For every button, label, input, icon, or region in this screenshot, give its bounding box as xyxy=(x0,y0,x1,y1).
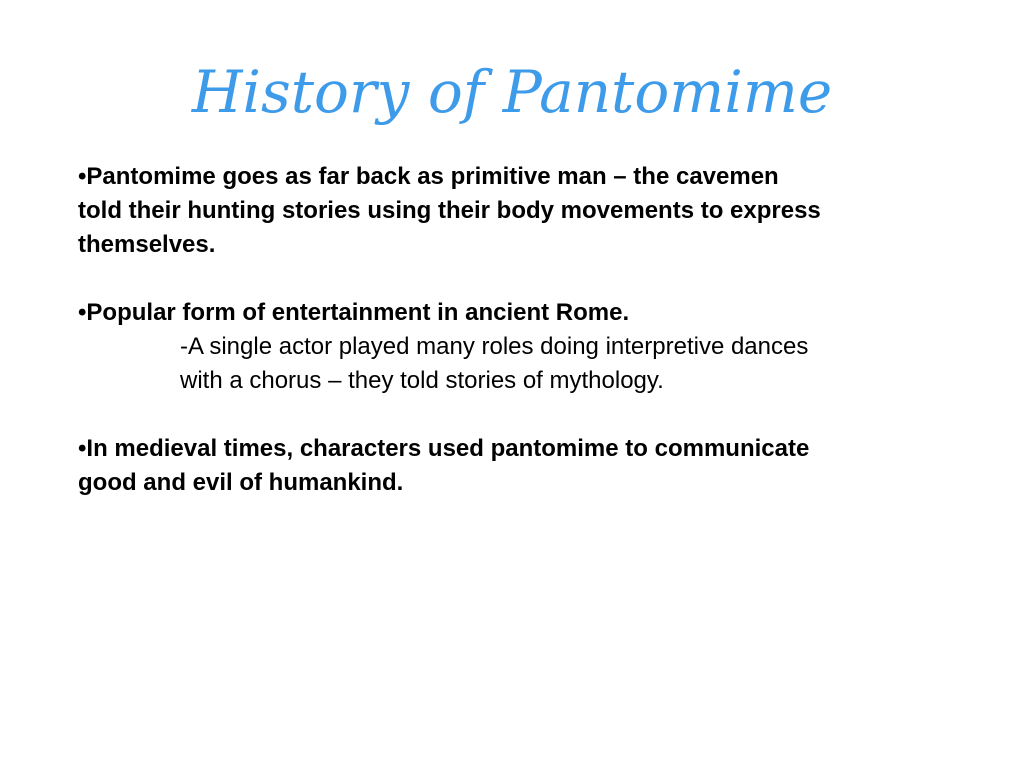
slide-title: History of Pantomime xyxy=(191,58,833,126)
bullet-icon: • xyxy=(78,299,87,326)
sub-point-line: -A single actor played many roles doing interpretive dances xyxy=(180,333,809,360)
bullet-line: good and evil of humankind. xyxy=(78,469,404,496)
spacer xyxy=(78,398,978,432)
bullet-text: In medieval times, characters used pantomime to communicate xyxy=(86,435,810,462)
bullet-text: Pantomime goes as far back as primitive man – the cavemen xyxy=(86,163,779,190)
sub-point-line: with a chorus – they told stories of mythology. xyxy=(180,367,664,394)
bullet-line xyxy=(78,160,978,194)
bullet-line: themselves. xyxy=(78,231,216,258)
bullet-text: Popular form of entertainment in ancient Rome. xyxy=(86,299,630,326)
slide-body xyxy=(78,160,978,500)
bullet-icon: • xyxy=(78,163,87,190)
bullet-point-rome xyxy=(78,296,978,398)
bullet-line xyxy=(78,432,978,466)
spacer xyxy=(78,262,978,296)
bullet-point-medieval xyxy=(78,432,978,500)
bullet-line xyxy=(78,296,978,330)
bullet-point-cavemen xyxy=(78,160,978,262)
bullet-icon: • xyxy=(78,435,87,462)
bullet-line: told their hunting stories using their body movements to express xyxy=(78,197,821,224)
